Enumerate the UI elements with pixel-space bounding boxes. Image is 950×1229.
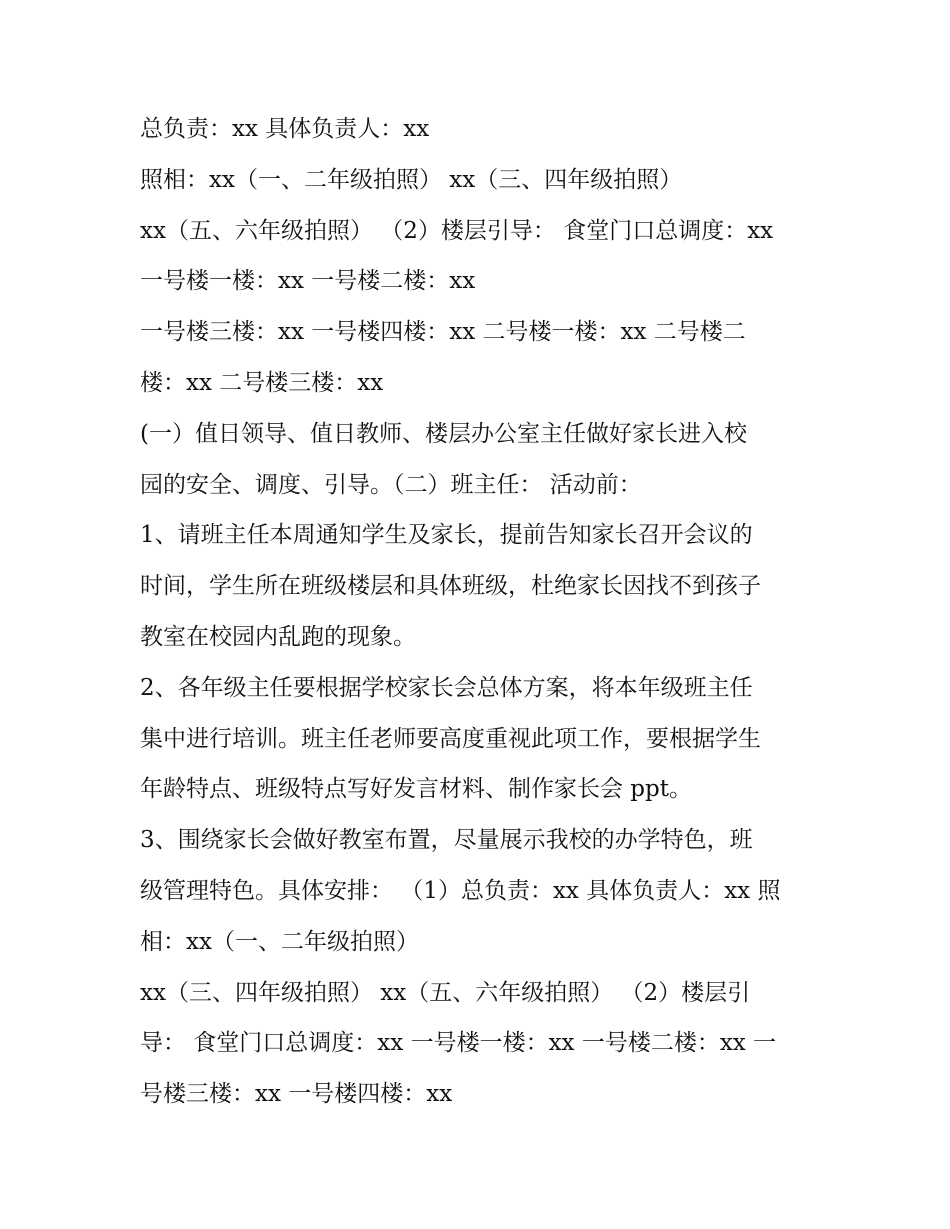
text-line: 一号楼一楼：xx 一号楼二楼：xx — [140, 268, 476, 295]
text-line: 总负责：xx 具体负责人：xx — [140, 116, 430, 142]
text-line: 照相：xx（一、二年级拍照） xx（三、四年级拍照） — [140, 166, 683, 193]
text-line: 级管理特色。具体安排： （1）总负责：xx 具体负责人：xx 照 — [140, 877, 781, 904]
text-line: 年龄特点、班级特点写好发言材料、制作家长会 ppt。 — [140, 776, 692, 803]
text-line: 1、请班主任本周通知学生及家长，提前告知家长召开会议的 — [140, 522, 753, 549]
text-line: 集中进行培训。班主任老师要高度重视此项工作，要根据学生 — [140, 725, 761, 752]
text-line: 园的安全、调度、引导。（二）班主任： 活动前： — [140, 471, 642, 498]
document-body — [140, 104, 820, 1120]
text-line: 2、各年级主任要根据学校家长会总体方案，将本年级班主任 — [140, 674, 753, 701]
text-line: 楼：xx 二号楼三楼：xx — [140, 369, 384, 396]
text-line: xx（五、六年级拍照） （2）楼层引导： 食堂门口总调度：xx — [140, 217, 774, 244]
text-line: 导： 食堂门口总调度：xx 一号楼一楼：xx 一号楼二楼：xx 一 — [140, 1030, 777, 1057]
text-line: 号楼三楼：xx 一号楼四楼：xx — [140, 1081, 453, 1108]
text-line: 相：xx（一、二年级拍照） — [140, 928, 419, 955]
text-line: 时间，学生所在班级楼层和具体班级，杜绝家长因找不到孩子 — [140, 573, 761, 600]
text-line: 教室在校园内乱跑的现象。 — [140, 623, 416, 650]
text-line: 3、围绕家长会做好教室布置，尽量展示我校的办学特色，班 — [140, 827, 753, 854]
text-line: xx（三、四年级拍照） xx（五、六年级拍照） （2）楼层引 — [140, 979, 751, 1006]
text-line: 一号楼三楼：xx 一号楼四楼：xx 二号楼一楼：xx 二号楼二 — [140, 319, 746, 346]
text-line: (一）值日领导、值日教师、楼层办公室主任做好家长进入校 — [140, 420, 747, 447]
